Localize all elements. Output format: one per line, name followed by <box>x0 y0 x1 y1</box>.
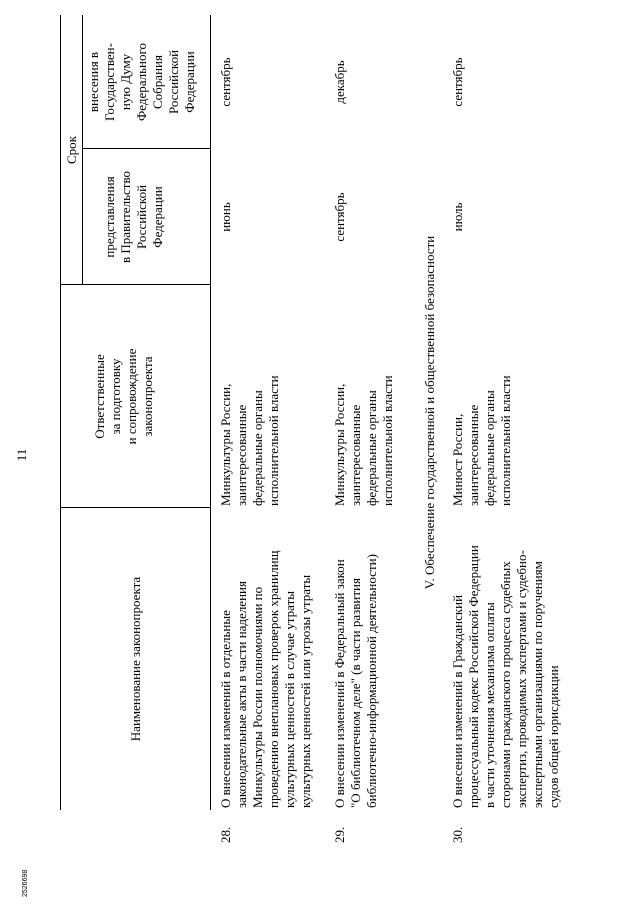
header-submit-duma-line: внесения в <box>86 51 101 113</box>
table-row-name-line: экспертиз, проводимых экспертами и судебно- <box>514 550 529 808</box>
table-row-duma-deadline: сентябрь <box>450 57 465 107</box>
table-row-name-line: О внесении изменений в отдельные <box>218 610 233 808</box>
table-row-responsible-line: заинтересованные <box>348 404 363 506</box>
column-divider-deadline <box>82 148 210 149</box>
table-row-name-line: О внесении изменений в Федеральный закон <box>332 559 347 808</box>
header-submit-government-line: Федерации <box>150 186 165 248</box>
table-row-government-deadline: июнь <box>218 202 233 232</box>
header-submit-duma-line: Собрания <box>150 55 165 109</box>
table-row-name-line: проведению внеплановых проверок хранилищ <box>266 550 281 808</box>
table-header-rule <box>210 15 211 810</box>
table-row-name-line: культурных ценностей в случае утраты <box>282 591 297 808</box>
table-row-duma-deadline: декабрь <box>332 60 347 104</box>
table-row-responsible-line: заинтересованные <box>466 404 481 506</box>
table-row-name-line: Минкультуры России полномочиями по <box>250 586 265 808</box>
table-row-name-line: в части уточнения механизма оплаты <box>482 602 497 808</box>
table-row-name-line: процессуальный кодекс Российской Федерации <box>466 545 481 808</box>
header-responsible-line: законопроекта <box>140 356 155 437</box>
table-row-responsible-line: исполнительной власти <box>266 375 281 506</box>
table-row-responsible <box>450 375 514 506</box>
table-row-name-line: "О библиотечном деле" (в части развития <box>348 578 363 808</box>
table-row-duma-deadline: сентябрь <box>218 57 233 107</box>
header-submit-duma-line: ную Думу <box>118 53 133 111</box>
table-row-responsible-line: федеральные органы <box>250 390 265 506</box>
header-responsible-line: за подготовку <box>108 358 123 435</box>
header-submit-duma-line: Российской <box>166 49 181 115</box>
table-row-name-line: экспертными организациями по поручениям <box>530 561 545 808</box>
table-row-responsible-line: Минкультуры России, <box>332 383 347 506</box>
header-responsible-line: и сопровождение <box>124 348 139 445</box>
table-row-responsible-line: федеральные органы <box>364 390 379 506</box>
header-submit-duma-line: Федерации <box>182 51 197 113</box>
table-row-name-line: О внесении изменений в Гражданский <box>450 594 465 808</box>
header-submit-duma <box>86 17 198 147</box>
table-row-government-deadline: сентябрь <box>332 192 347 242</box>
deadline-subheader-rule <box>82 15 83 285</box>
table-row-government-deadline: июль <box>450 202 465 232</box>
table-row-name <box>450 545 562 808</box>
header-submit-government-line: в Правительство <box>118 171 133 264</box>
table-row-name-line: законодательные акты в части наделения <box>234 581 249 808</box>
table-row-responsible-line: Минюст России, <box>450 413 465 506</box>
header-submit-government-line: Российской <box>134 184 149 250</box>
column-divider-name <box>60 507 210 508</box>
header-submit-government <box>102 151 166 283</box>
table-row-number: 29. <box>332 826 347 843</box>
header-deadline: Срок <box>64 136 79 164</box>
table-row-responsible-line: заинтересованные <box>234 404 249 506</box>
table-row-number: 30. <box>450 826 465 843</box>
table-row-name-line: сторонами гражданского процесса судебных <box>498 561 513 808</box>
table-row-responsible-line: Минкультуры России, <box>218 383 233 506</box>
table-row-name <box>218 550 314 808</box>
table-row-responsible-line: исполнительной власти <box>498 375 513 506</box>
header-name <box>128 510 144 808</box>
table-row-name-line: судов общей юрисдикции <box>546 665 561 808</box>
header-submit-government-line: представления <box>102 176 117 258</box>
table-row-responsible-line: федеральные органы <box>482 390 497 506</box>
page-number: 11 <box>14 448 29 462</box>
header-submit-duma-line: Федерального <box>134 42 149 122</box>
table-row-responsible <box>218 375 282 506</box>
table-row-name-line: библиотечно-информационной деятельности) <box>364 554 379 808</box>
header-name-line: Наименование законопроекта <box>128 576 143 742</box>
table-row-responsible-line: исполнительной власти <box>380 375 395 506</box>
section-heading: V. Обеспечение государственной и общественной безопасности <box>422 235 437 590</box>
table-row-number: 28. <box>218 826 233 843</box>
document-id: 2526698 <box>22 869 29 897</box>
header-submit-duma-line: Государствен- <box>102 43 117 121</box>
table-row-name-line: культурных ценностей или угрозы утраты <box>298 574 313 808</box>
table-top-rule <box>60 15 61 810</box>
table-row-responsible <box>332 375 396 506</box>
table-row-name <box>332 554 380 808</box>
header-responsible <box>92 287 156 506</box>
header-responsible-line: Ответственные <box>92 354 107 439</box>
